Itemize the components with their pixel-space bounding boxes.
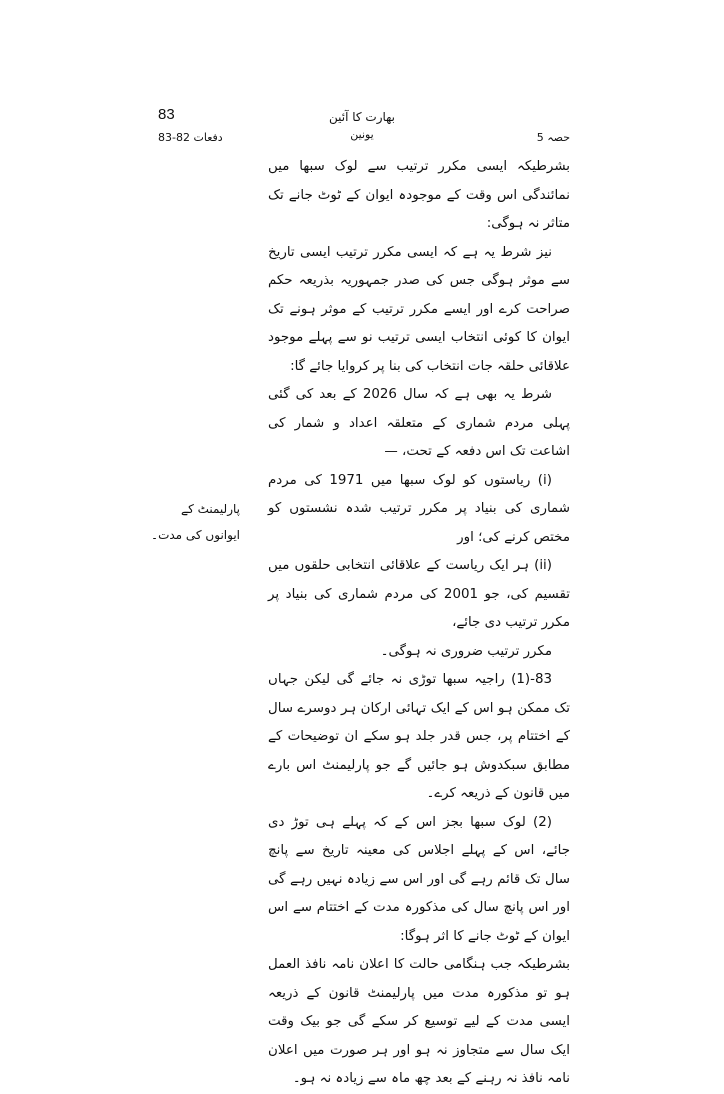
running-title: بھارت کا آئین (328, 110, 396, 124)
paragraph-proviso-3: شرط یہ بھی ہے کہ سال 2026 کے بعد کی گئی پہلی مردم شماری کے متعلقہ اعداد و شمار کی اشاعت تک اس دفعہ کے تحت، — (268, 387, 570, 459)
paragraph-proviso-emergency: بشرطیکہ جب ہنگامی حالت کا اعلان نامہ نافذ العمل ہو تو مذکورہ مدت میں پارلیمنٹ قانون کے ذریعہ ایسی مدت کے لیے توسیع کر سکے گی جو بیک وقت ایک سال سے متجاوز نہ ہو اور ہر صورت میں اعلان نامہ نافذ نہ رہنے کے بعد چھ ماہ سے زیادہ نہ ہو۔ (268, 957, 570, 1086)
part-label: حصہ 5 (536, 131, 570, 144)
section-reference: دفعات 82-83 (158, 131, 223, 144)
paragraph-conclusion: مکرر ترتیب ضروری نہ ہوگی۔ (380, 643, 552, 659)
clause-i: (i) ریاستوں کو لوک سبھا میں 1971 کی مردم شماری کی بنیاد پر مکرر ترتیب شدہ نشستوں کو مختص کرنے کی؛ اور (268, 472, 570, 545)
margin-note: پارلیمنٹ کے ایوانوں کی مدت۔ (151, 502, 240, 542)
clause-ii: (ii) ہر ایک ریاست کے علاقائی انتخابی حلقوں میں تقسیم کی، جو 2001 کی مردم شماری کی بنیاد پر مکرر ترتیب دی جائے، (268, 558, 570, 630)
article-83-2: (2) لوک سبھا بجز اس کے کہ پہلے ہی توڑ دی جائے، اس کے پہلے اجلاس کی معینہ تاریخ سے پانچ سال تک قائم رہے گی اور اس سے زیادہ نہیں رہے گی اور اس پانچ سال کی مذکورہ مدت کے اختتام سے اس ایوان کے ٹوٹ جانے کا اثر ہوگا: (268, 814, 570, 944)
paragraph-proviso-1: بشرطیکہ ایسی مکرر ترتیب سے لوک سبھا میں نمائندگی اس وقت کے موجودہ ایوان کے ٹوٹ جانے تک متاثر نہ ہوگی: (268, 159, 570, 231)
article-83-1: 83-(1) راجیہ سبھا توڑی نہ جائے گی لیکن جہاں تک ممکن ہو اس کے ایک تہائی ارکان ہر دوسرے سال کے اختتام پر، جس قدر جلد ہو سکے ان توضیحات کے مطابق سبکدوش ہو جائیں گے جو پارلیمنٹ اس بارے میں قانون کے ذریعہ کرے۔ (268, 672, 570, 801)
chapter-subtitle: یونین (350, 128, 374, 141)
page-number: 83 (158, 106, 175, 123)
article-body (268, 153, 570, 1094)
paragraph-proviso-2: نیز شرط یہ ہے کہ ایسی مکرر ترتیب ایسی تاریخ سے موثر ہوگی جس کی صدر جمہوریہ بذریعہ حکم صراحت کرے اور ایسے مکرر ترتیب کے موثر ہونے تک ایوان کا کوئی انتخاب ایسی ترتیب نو سے پہلے موجود علاقائی حلقہ جات انتخاب کی بنا پر کروایا جائے گا: (268, 244, 570, 374)
